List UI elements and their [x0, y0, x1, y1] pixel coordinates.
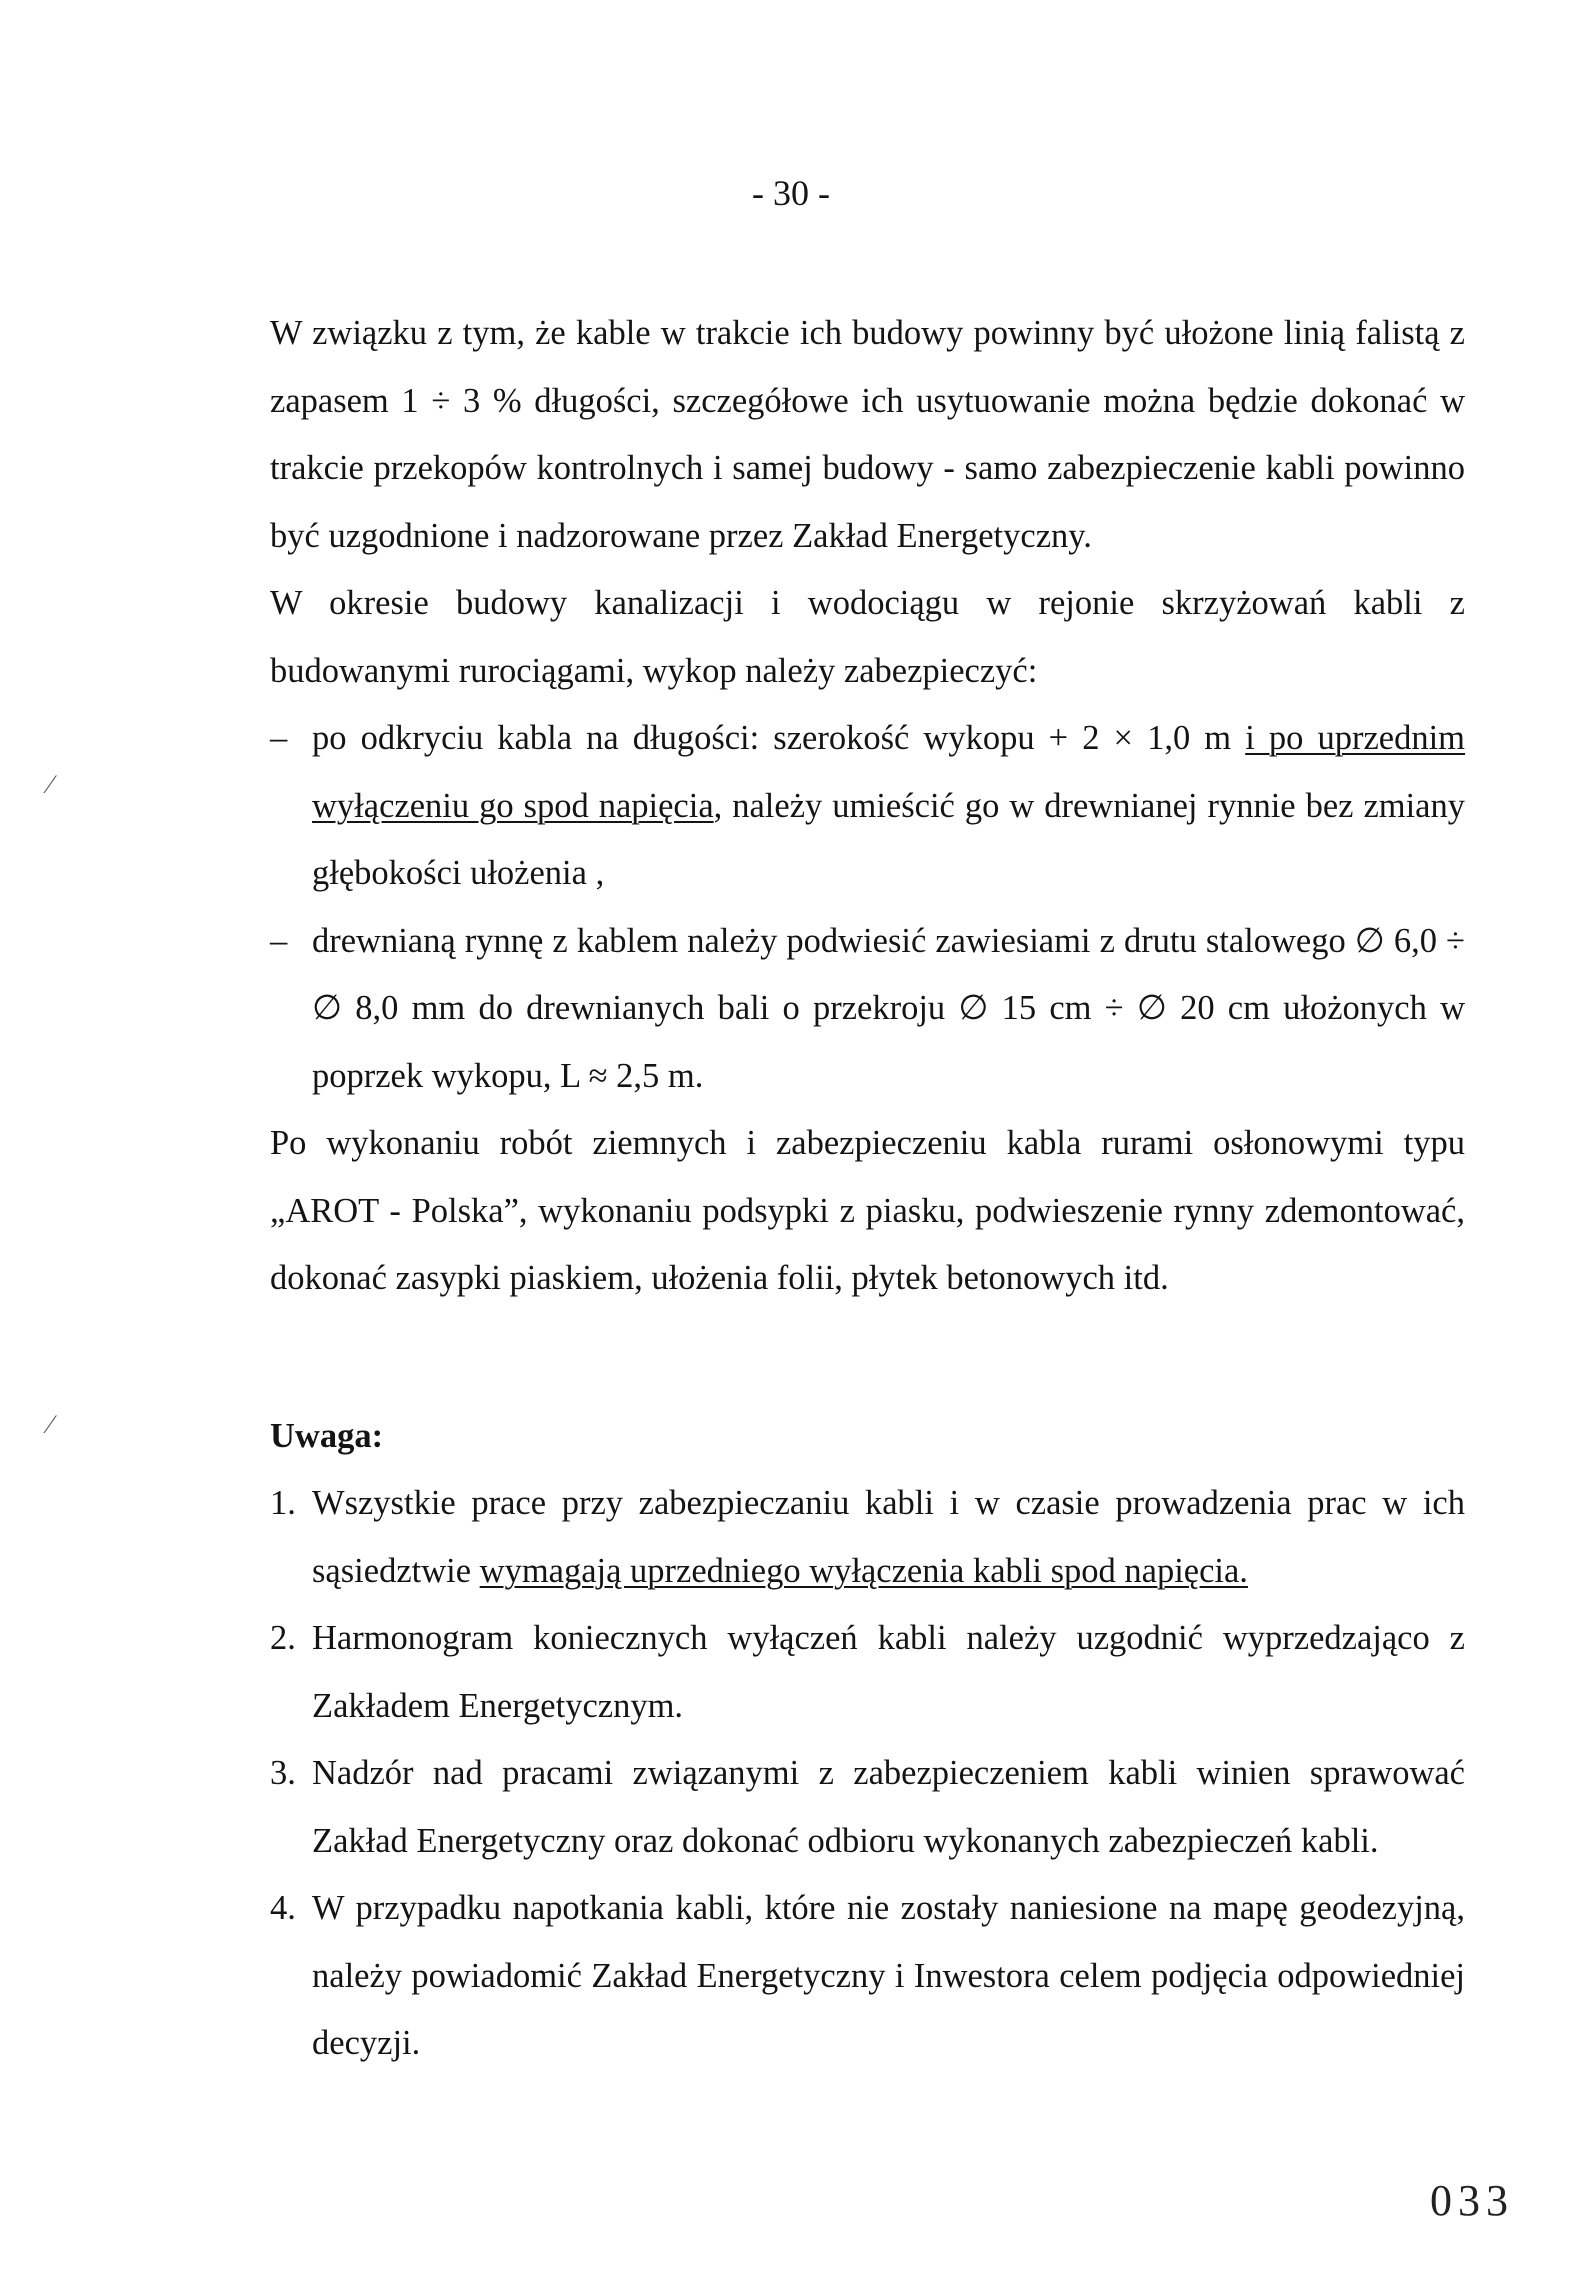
margin-pencil-mark: ⁄ [48, 770, 53, 799]
list-item-text: , należy umieścić go w drewnianej rynnie bez zmiany głębokości ułożenia , [312, 786, 1465, 892]
list-item: – drewnianą rynnę z kablem należy podwiesić zawiesiami z drutu stalowego ∅ 6,0 ÷ ∅ 8,0 mm do drewnianych bali o przekroju ∅ 15 cm ÷ ∅ 20 cm ułożonych w poprzek wykopu, L ≈ 2,5 m. [270, 908, 1465, 1111]
list-number: 3. [270, 1754, 296, 1792]
list-item-text: W przypadku napotkania kabli, które nie zostały naniesione na mapę geodezyjną, należy powiadomić Zakład Energetyczny i Inwestora celem podjęcia odpowiedniej decyzji. [312, 1889, 1465, 2062]
paragraph-cable-laying: W związku z tym, że kable w trakcie ich budowy powinny być ułożone linią falistą z zapasem 1 ÷ 3 % długości, szczegółowe ich usytuowanie można będzie dokonać w trakcie przekopów kontrolnych i samej budowy - samo zabezpieczenie kabli powinno być uzgodnione i nadzorowane przez Zakład Energetyczny. [270, 314, 1465, 555]
underlined-text: i po uprzednim wyłączeniu go spod napięcia [312, 719, 1465, 825]
list-item-text: po odkryciu kabla na długości: szerokość wykopu + 2 × 1,0 m [312, 719, 1246, 757]
paragraph-after-works: Po wykonaniu robót ziemnych i zabezpieczeniu kabla rurami osłonowymi typu „AROT - Polska”, wykonaniu podsypki z piasku, podwieszenie rynny zdemontować, dokonać zasypki piaskiem, ułożenia folii, płytek betonowych itd. [270, 1124, 1465, 1297]
list-item-text: Nadzór nad pracami związanymi z zabezpieczeniem kabli winien sprawować Zakład Energetyczny oraz dokonać odbioru wykonanych zabezpieczeń kabli. [312, 1754, 1465, 1860]
protection-steps-list [270, 705, 1465, 1110]
list-item [270, 1605, 1465, 1740]
document-body [270, 300, 1465, 2078]
list-number: 1. [270, 1484, 296, 1522]
uwaga-list [270, 1470, 1465, 2078]
list-item [270, 705, 1465, 908]
uwaga-heading: Uwaga: [270, 1416, 384, 1455]
page-number: - 30 - [752, 173, 830, 213]
underlined-text: wymagają uprzedniego wyłączenia kabli spod napięcia. [479, 1551, 1248, 1590]
list-number: 4. [270, 1889, 296, 1927]
list-item-text: Harmonogram koniecznych wyłączeń kabli należy uzgodnić wyprzedzająco z Zakładem Energetycznym. [312, 1619, 1465, 1725]
list-item [270, 1740, 1465, 1875]
list-item [270, 1470, 1465, 1605]
list-number: 2. [270, 1619, 296, 1657]
margin-pencil-mark: ⁄ [48, 1410, 53, 1439]
stamp-page-number: 033 [1430, 2176, 1514, 2225]
list-item-text: Wszystkie prace przy zabezpieczaniu kabli i w czasie prowadzenia prac w ich sąsiedztwie [312, 1484, 1465, 1590]
list-item [270, 1875, 1465, 2078]
paragraph-crossing-protection: W okresie budowy kanalizacji i wodociągu w rejonie skrzyżowań kabli z budowanymi rurociągami, wykop należy zabezpieczyć: [270, 584, 1465, 690]
